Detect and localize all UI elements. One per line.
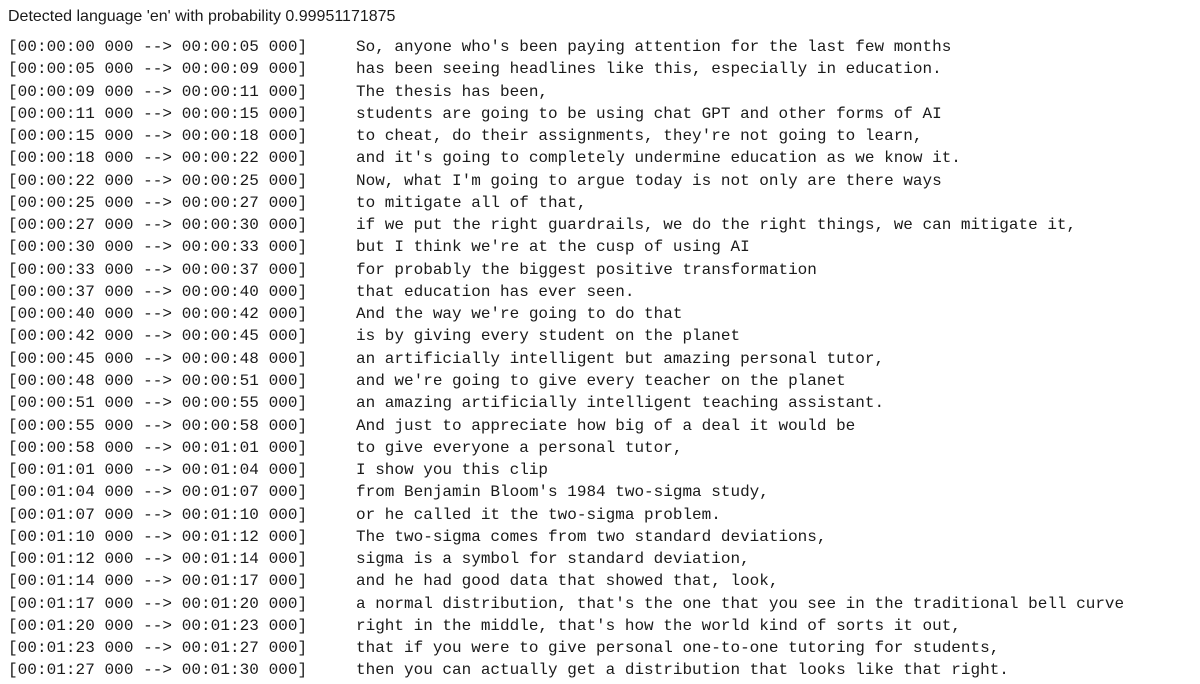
transcript-line — [8, 637, 1200, 659]
timestamp: [00:00:42 000 --> 00:00:45 000] — [8, 327, 308, 346]
transcript-line — [8, 504, 1200, 526]
separator — [336, 81, 356, 103]
transcript-text: So, anyone who's been paying attention for the last few months — [356, 38, 952, 56]
timestamp: [00:01:01 000 --> 00:01:04 000] — [8, 461, 308, 480]
separator — [336, 526, 356, 548]
separator — [336, 192, 356, 214]
separator — [336, 281, 356, 303]
timestamp: [00:01:27 000 --> 00:01:30 000] — [8, 661, 308, 680]
timestamp: [00:01:14 000 --> 00:01:17 000] — [8, 572, 308, 591]
separator — [336, 103, 356, 125]
timestamp: [00:00:18 000 --> 00:00:22 000] — [8, 149, 308, 168]
timestamp: [00:00:30 000 --> 00:00:33 000] — [8, 238, 308, 257]
transcript-line — [8, 236, 1200, 258]
transcript-text: and it's going to completely undermine education as we know it. — [356, 149, 961, 168]
timestamp: [00:01:12 000 --> 00:01:14 000] — [8, 550, 308, 569]
transcript-text: is by giving every student on the planet — [356, 327, 741, 346]
transcript-text: then you can actually get a distribution that looks like that right. — [356, 661, 1009, 680]
separator — [336, 125, 356, 147]
timestamp: [00:00:45 000 --> 00:00:48 000] — [8, 349, 308, 368]
separator — [336, 170, 356, 192]
language-detection-line: Detected language 'en' with probability 0.99951171875 — [8, 8, 396, 25]
transcript-text: right in the middle, that's how the world kind of sorts it out, — [356, 616, 961, 635]
transcript-line — [8, 192, 1200, 214]
timestamp: [00:01:20 000 --> 00:01:23 000] — [8, 616, 308, 635]
transcript-text: to cheat, do their assignments, they're not going to learn, — [356, 127, 923, 146]
timestamp: [00:00:25 000 --> 00:00:27 000] — [8, 193, 308, 212]
timestamp: [00:00:22 000 --> 00:00:25 000] — [8, 171, 308, 190]
transcript-line — [8, 103, 1200, 125]
timestamp: [00:01:10 000 --> 00:01:12 000] — [8, 527, 308, 546]
transcript-text: for probably the biggest positive transformation — [356, 260, 817, 279]
transcript-line — [8, 348, 1200, 370]
separator — [336, 615, 356, 637]
transcript-line — [8, 437, 1200, 459]
timestamp: [00:00:58 000 --> 00:01:01 000] — [8, 438, 308, 457]
transcript-text: that education has ever seen. — [356, 282, 635, 301]
separator — [336, 325, 356, 347]
transcript-line — [8, 481, 1200, 503]
transcript-lines — [8, 36, 1200, 682]
transcript-line — [8, 259, 1200, 281]
separator — [336, 348, 356, 370]
separator — [336, 659, 356, 681]
separator — [336, 58, 356, 80]
timestamp: [00:00:51 000 --> 00:00:55 000] — [8, 394, 308, 413]
timestamp: [00:00:09 000 --> 00:00:11 000] — [8, 82, 308, 101]
transcript-text: has been seeing headlines like this, especially in education. — [356, 60, 942, 79]
transcript-line — [8, 325, 1200, 347]
timestamp: [00:01:17 000 --> 00:01:20 000] — [8, 594, 308, 613]
transcript-text: and we're going to give every teacher on the planet — [356, 371, 846, 390]
timestamp: [00:00:27 000 --> 00:00:30 000] — [8, 216, 308, 235]
transcript-text: And just to appreciate how big of a deal it would be — [356, 416, 856, 435]
transcript-line — [8, 526, 1200, 548]
timestamp: [00:00:05 000 --> 00:00:09 000] — [8, 60, 308, 79]
separator — [336, 570, 356, 592]
transcript-text: and he had good data that showed that, look, — [356, 572, 779, 591]
separator — [336, 637, 356, 659]
transcript-line — [8, 570, 1200, 592]
transcript-line — [8, 659, 1200, 681]
transcript-line — [8, 370, 1200, 392]
transcript-text: that if you were to give personal one-to-one tutoring for students, — [356, 639, 1000, 658]
separator — [336, 147, 356, 169]
separator — [336, 236, 356, 258]
transcript-line — [8, 81, 1200, 103]
separator — [336, 437, 356, 459]
separator — [336, 303, 356, 325]
transcript-text: an artificially intelligent but amazing personal tutor, — [356, 349, 885, 368]
transcript-line — [8, 281, 1200, 303]
transcript-line — [8, 392, 1200, 414]
transcript-text: an amazing artificially intelligent teaching assistant. — [356, 394, 885, 413]
transcript-line — [8, 170, 1200, 192]
separator — [336, 548, 356, 570]
timestamp: [00:01:07 000 --> 00:01:10 000] — [8, 505, 308, 524]
timestamp: [00:00:40 000 --> 00:00:42 000] — [8, 305, 308, 324]
transcript-text: And the way we're going to do that — [356, 305, 683, 324]
transcript-line — [8, 125, 1200, 147]
separator — [336, 259, 356, 281]
transcript-text: from Benjamin Bloom's 1984 two-sigma study, — [356, 483, 769, 502]
timestamp: [00:00:48 000 --> 00:00:51 000] — [8, 371, 308, 390]
transcript-text: The two-sigma comes from two standard deviations, — [356, 527, 827, 546]
separator — [336, 481, 356, 503]
timestamp: [00:00:00 000 --> 00:00:05 000] — [8, 38, 308, 56]
transcript-line — [8, 548, 1200, 570]
timestamp: [00:00:37 000 --> 00:00:40 000] — [8, 282, 308, 301]
transcript-line — [8, 214, 1200, 236]
separator — [336, 415, 356, 437]
transcript-line — [8, 303, 1200, 325]
transcript-text: a normal distribution, that's the one that you see in the traditional bell curve — [356, 594, 1125, 613]
separator — [336, 504, 356, 526]
transcript-line — [8, 593, 1200, 615]
separator — [336, 214, 356, 236]
transcript-text: students are going to be using chat GPT and other forms of AI — [356, 104, 942, 123]
separator — [336, 370, 356, 392]
timestamp: [00:01:04 000 --> 00:01:07 000] — [8, 483, 308, 502]
transcript-line — [8, 147, 1200, 169]
transcript-text: if we put the right guardrails, we do the right things, we can mitigate it, — [356, 216, 1077, 235]
timestamp: [00:01:23 000 --> 00:01:27 000] — [8, 639, 308, 658]
separator — [336, 392, 356, 414]
timestamp: [00:00:33 000 --> 00:00:37 000] — [8, 260, 308, 279]
timestamp: [00:00:15 000 --> 00:00:18 000] — [8, 127, 308, 146]
transcript-text: or he called it the two-sigma problem. — [356, 505, 721, 524]
transcript-line — [8, 415, 1200, 437]
transcript-text: The thesis has been, — [356, 82, 549, 101]
transcript-text: I show you this clip — [356, 461, 549, 480]
timestamp: [00:00:55 000 --> 00:00:58 000] — [8, 416, 308, 435]
separator — [336, 36, 356, 58]
transcript-text: but I think we're at the cusp of using AI — [356, 238, 750, 257]
transcript-text: to mitigate all of that, — [356, 193, 587, 212]
separator — [336, 593, 356, 615]
transcript-text: sigma is a symbol for standard deviation, — [356, 550, 750, 569]
transcript-line — [8, 58, 1200, 80]
transcript-text: Now, what I'm going to argue today is not only are there ways — [356, 171, 942, 190]
timestamp: [00:00:11 000 --> 00:00:15 000] — [8, 104, 308, 123]
transcript-line — [8, 459, 1200, 481]
separator — [336, 459, 356, 481]
transcript-line — [8, 615, 1200, 637]
transcript-line — [8, 36, 1200, 58]
transcript-text: to give everyone a personal tutor, — [356, 438, 683, 457]
